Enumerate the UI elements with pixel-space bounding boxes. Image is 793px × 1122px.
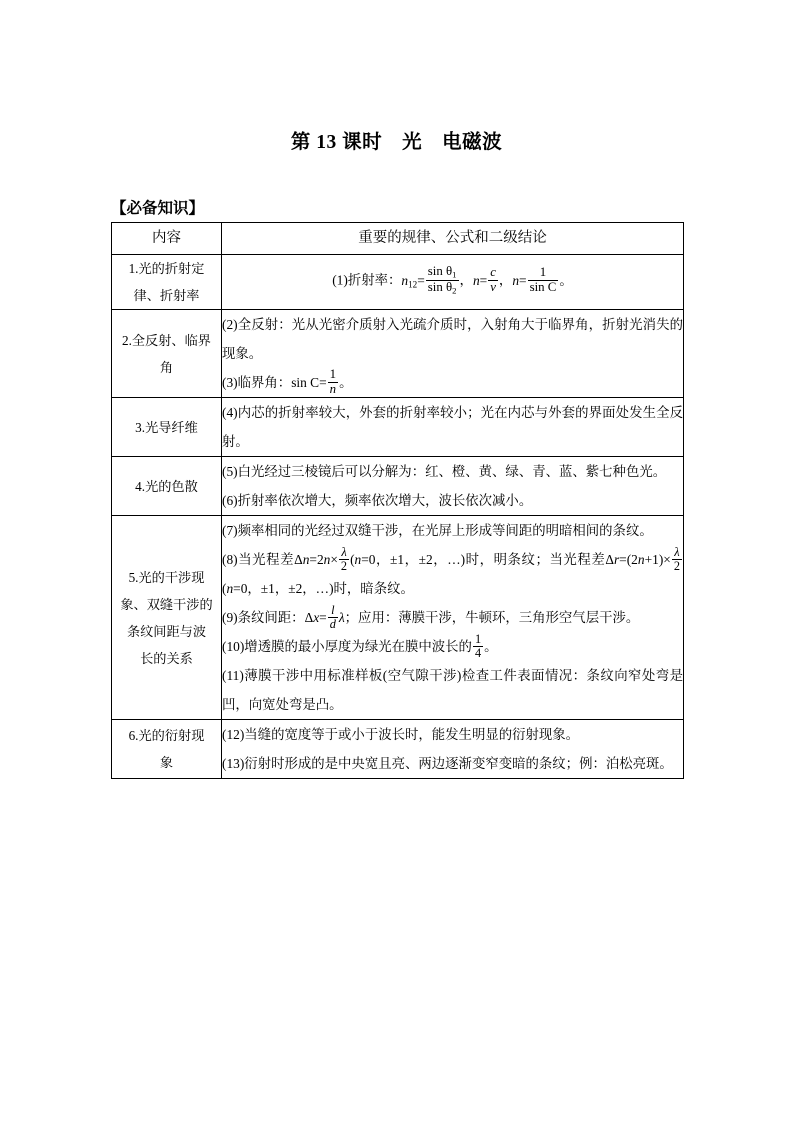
- symbol-n12: n: [401, 272, 409, 288]
- period: 。: [484, 639, 498, 655]
- equals-2n: =2: [309, 552, 324, 568]
- equals-sign: =: [479, 272, 488, 288]
- row-content-6: [222, 720, 684, 779]
- symbol-x: x: [313, 610, 320, 626]
- symbol-r: r: [613, 552, 620, 568]
- row-label-3: [112, 398, 222, 457]
- subscript-2: 2: [452, 285, 457, 296]
- row-label-line: 1.光的折射定: [128, 261, 205, 276]
- row-label-1: [112, 255, 222, 310]
- row-label-line: 4.光的色散: [135, 478, 198, 494]
- table-row: [112, 457, 684, 516]
- equals-sign: =: [417, 272, 425, 288]
- numerator-sin-theta1: sin θ: [427, 263, 453, 278]
- section-heading: 【必备知识】: [111, 200, 205, 217]
- item-13: (13)衍射时形成的是中央宽且亮、两边逐渐变窄变暗的条纹；例：泊松亮斑。: [222, 756, 673, 772]
- item-4: (4)内芯的折射率较大，外套的折射率较小；光在内芯与外套的界面处发生全反射。: [222, 405, 683, 450]
- separator-comma: ，: [459, 272, 473, 288]
- denominator-2: 2: [673, 558, 680, 573]
- equals-2n-plus: =(2: [619, 552, 638, 568]
- item-prefix: (9)条纹间距：Δ: [222, 610, 314, 626]
- item-prefix: (10)增透膜的最小厚度为绿光在膜中波长的: [222, 639, 472, 655]
- denominator-sin-theta2: sin θ: [427, 279, 453, 294]
- item-5: (5)白光经过三棱镜后可以分解为：红、橙、黄、绿、青、蓝、紫七种色光。: [222, 464, 667, 480]
- numerator-lambda: λ: [339, 546, 349, 560]
- row-label-line: 条纹间距与波: [126, 623, 207, 639]
- item-12: (12)当缝的宽度等于或小于波长时，能发生明显的衍射现象。: [222, 727, 580, 743]
- row-label-4: [112, 457, 222, 516]
- denominator-2: 2: [340, 558, 348, 573]
- item-2: (2)全反射：光从光密介质射入光疏介质时，入射角大于临界角，折射光消失的现象。: [222, 317, 683, 361]
- row-label-2: [112, 310, 222, 398]
- knowledge-table: [111, 222, 684, 779]
- row-label-line: 象、双缝干涉的: [120, 596, 213, 612]
- period: 。: [559, 272, 573, 288]
- fraction-lambda-over-2: [339, 546, 349, 574]
- fraction-one-over-n: [328, 368, 338, 397]
- sinC-equals: sin C=: [291, 375, 327, 390]
- times-sign: ×: [330, 552, 338, 568]
- fraction-one-over-sinC: [528, 266, 559, 295]
- item-8-tail: =0，±1，±2，…)时，暗条纹。: [233, 581, 414, 597]
- item-6: (6)折射率依次增大，频率依次增大，波长依次减小。: [222, 493, 533, 509]
- item-11: (11)薄膜干涉中用标准样板(空气隙干涉)检查工件表面情况：条纹向窄处弯是凹，向宽处弯是凸。: [222, 668, 683, 713]
- item-8-mid: =0，±1，±2，…)时，明条纹；当光程差Δ: [361, 552, 614, 568]
- row-label-line: 6.光的衍射现: [128, 728, 205, 744]
- symbol-n: n: [637, 552, 645, 568]
- table-header-row: [112, 223, 684, 255]
- open-paren: (: [222, 581, 227, 597]
- row-content-2: [222, 310, 684, 398]
- denominator-four: 4: [474, 645, 482, 660]
- open-paren: (: [350, 552, 355, 568]
- symbol-n: n: [226, 581, 234, 597]
- table-row: [112, 516, 684, 720]
- fraction-lambda-over-2: [672, 546, 682, 574]
- page-title: 第 13 课时 光 电磁波: [290, 132, 503, 153]
- table-row: [112, 720, 684, 779]
- row-label-line: 长的关系: [140, 650, 193, 666]
- symbol-n: n: [472, 272, 480, 288]
- row-label-line: 象: [159, 755, 174, 771]
- row-content-3: [222, 398, 684, 457]
- row-content-5: [222, 516, 684, 720]
- item-prefix: (8)当光程差Δ: [222, 552, 303, 568]
- row-label-line: 角: [159, 359, 174, 375]
- column-header-content: 内容: [112, 223, 222, 255]
- row-content-4: [222, 457, 684, 516]
- fraction-l-over-d: [328, 604, 338, 632]
- row-label-line: 3.光导纤维: [135, 419, 198, 435]
- row-label-line: 5.光的干涉现: [128, 569, 205, 585]
- equals-sign: =: [519, 272, 527, 288]
- formula-prefix: (1)折射率：: [332, 272, 402, 288]
- item-9: [222, 603, 683, 632]
- numerator-one: 1: [528, 266, 559, 281]
- item-prefix: (3)临界角：: [222, 375, 292, 390]
- table-row: [112, 255, 684, 310]
- denominator-v: v: [490, 279, 496, 294]
- symbol-n: n: [354, 552, 362, 568]
- equals-sign: =: [319, 610, 327, 626]
- row-label-6: [112, 720, 222, 779]
- row-label-5: [112, 516, 222, 720]
- table-row: [112, 398, 684, 457]
- numerator-lambda: λ: [672, 546, 682, 560]
- symbol-lambda: λ: [338, 610, 345, 626]
- row-label-line: 2.全反射、临界: [121, 332, 211, 348]
- item-3: [222, 368, 683, 397]
- period: 。: [339, 375, 353, 390]
- numerator-one: 1: [474, 631, 482, 646]
- row-content-1: [222, 255, 684, 310]
- denominator-d: d: [329, 616, 336, 631]
- subscript-1: 1: [452, 269, 457, 280]
- fraction-c-over-v: [488, 266, 498, 295]
- numerator-l: l: [328, 604, 338, 618]
- denominator-n: n: [329, 382, 337, 397]
- item-7: (7)频率相同的光经过双缝干涉，在光屏上形成等间距的明暗相间的条纹。: [222, 523, 653, 539]
- column-header-rules: 重要的规律、公式和二级结论: [222, 223, 684, 255]
- symbol-r: n: [302, 552, 310, 568]
- symbol-n: n: [512, 272, 520, 288]
- plus-one-times: +1)×: [644, 552, 671, 568]
- formula-item-1: [222, 265, 683, 299]
- fraction-one-over-four: [473, 633, 483, 661]
- item-10: [222, 632, 683, 661]
- separator-comma: ，: [498, 272, 513, 288]
- numerator-c: c: [490, 264, 496, 279]
- item-8: [222, 545, 683, 603]
- numerator-one: 1: [329, 367, 337, 382]
- symbol-n: n: [323, 552, 331, 568]
- subscript-12: 12: [408, 279, 418, 290]
- table-row: [112, 310, 684, 398]
- item-9-tail: ；应用：薄膜干涉，牛顿环，三角形空气层干涉。: [344, 610, 640, 626]
- row-label-line: 律、折射率: [133, 288, 200, 303]
- denominator-sinC: sin C: [529, 279, 557, 294]
- fraction-snell: [426, 265, 459, 296]
